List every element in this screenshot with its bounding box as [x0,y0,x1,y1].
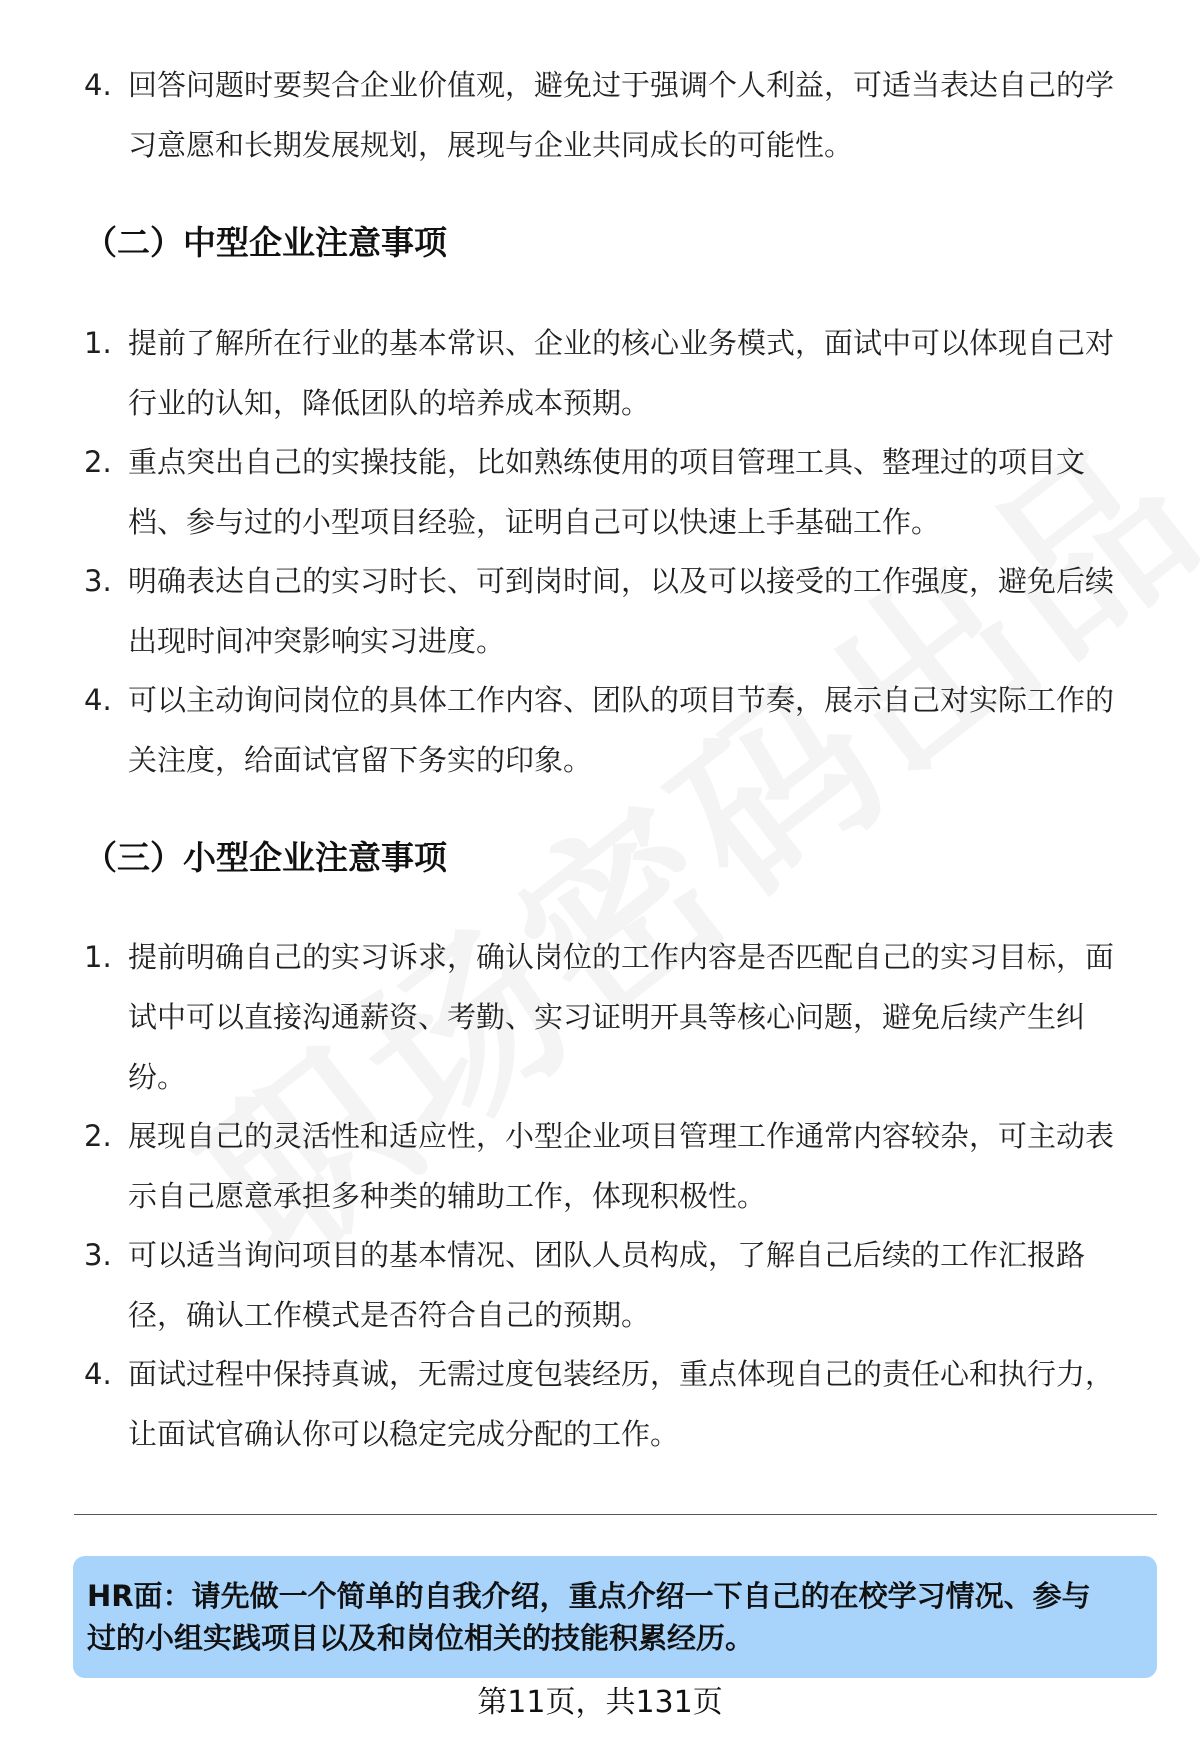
list-item-number: 3. [84,1238,112,1272]
text-line: 重点突出自己的实操技能，比如熟练使用的项目管理工具、整理过的项目文 [128,445,1086,479]
list-item-text [128,927,1128,1107]
text-line: 过的小组实践项目以及和岗位相关的技能积累经历。 [87,1621,755,1655]
list-item-number: 2. [84,1119,112,1153]
hr-question-box [73,1556,1157,1678]
list-item-number: 1. [84,940,112,974]
text-line: 出现时间冲突影响实习进度。 [128,624,506,658]
text-line: 纷。 [128,1060,187,1094]
list-item-number: 2. [84,445,112,479]
list-item-text [128,551,1128,671]
page-number: 第11页，共131页 [477,1685,723,1720]
list-item-text [128,1106,1128,1226]
text-line: 可以适当询问项目的基本情况、团队人员构成，了解自己后续的工作汇报路 [128,1238,1086,1272]
text-line: 让面试官确认你可以稳定完成分配的工作。 [128,1417,680,1451]
text-line: HR面：请先做一个简单的自我介绍，重点介绍一下自己的在校学习情况、参与 [87,1579,1091,1613]
list-item-number: 3. [84,564,112,598]
text-line: 试中可以直接沟通薪资、考勤、实习证明开具等核心问题，避免后续产生纠 [128,1000,1086,1034]
text-line: 关注度，给面试官留下务实的印象。 [128,743,593,777]
text-line: 示自己愿意承担多种类的辅助工作，体现积极性。 [128,1179,767,1213]
text-line: 展现自己的灵活性和适应性，小型企业项目管理工作通常内容较杂，可主动表 [128,1119,1115,1153]
list-item-text [128,1225,1128,1345]
text-line: 面试过程中保持真诚，无需过度包装经历，重点体现自己的责任心和执行力， [128,1357,1115,1391]
text-line: 档、参与过的小型项目经验，证明自己可以快速上手基础工作。 [128,505,941,539]
text-line: 回答问题时要契合企业价值观，避免过于强调个人利益，可适当表达自己的学 [128,68,1115,102]
list-item-number: 1. [84,326,112,360]
text-line: 径，确认工作模式是否符合自己的预期。 [128,1298,651,1332]
list-item-text [128,55,1128,175]
text-line: 提前明确自己的实习诉求，确认岗位的工作内容是否匹配自己的实习目标，面 [128,940,1115,974]
list-item-text [128,432,1128,552]
text-line: 提前了解所在行业的基本常识、企业的核心业务模式，面试中可以体现自己对 [128,326,1115,360]
text-line: 可以主动询问岗位的具体工作内容、团队的项目节奏，展示自己对实际工作的 [128,683,1115,717]
section-title: （三）小型企业注意事项 [84,838,447,877]
text-line: 明确表达自己的实习时长、可到岗时间，以及可以接受的工作强度，避免后续 [128,564,1115,598]
text-line: 行业的认知，降低团队的培养成本预期。 [128,386,651,420]
list-item-text [128,1344,1128,1464]
section-title: （二）中型企业注意事项 [84,223,447,262]
list-item-number: 4. [84,683,112,717]
list-item-text [128,313,1128,433]
list-item-number: 4. [84,1357,112,1391]
divider [74,1514,1157,1515]
hr-question-text [87,1575,1137,1659]
text-line: 习意愿和长期发展规划，展现与企业共同成长的可能性。 [128,128,854,162]
list-item-text [128,670,1128,790]
list-item-number: 4. [84,68,112,102]
